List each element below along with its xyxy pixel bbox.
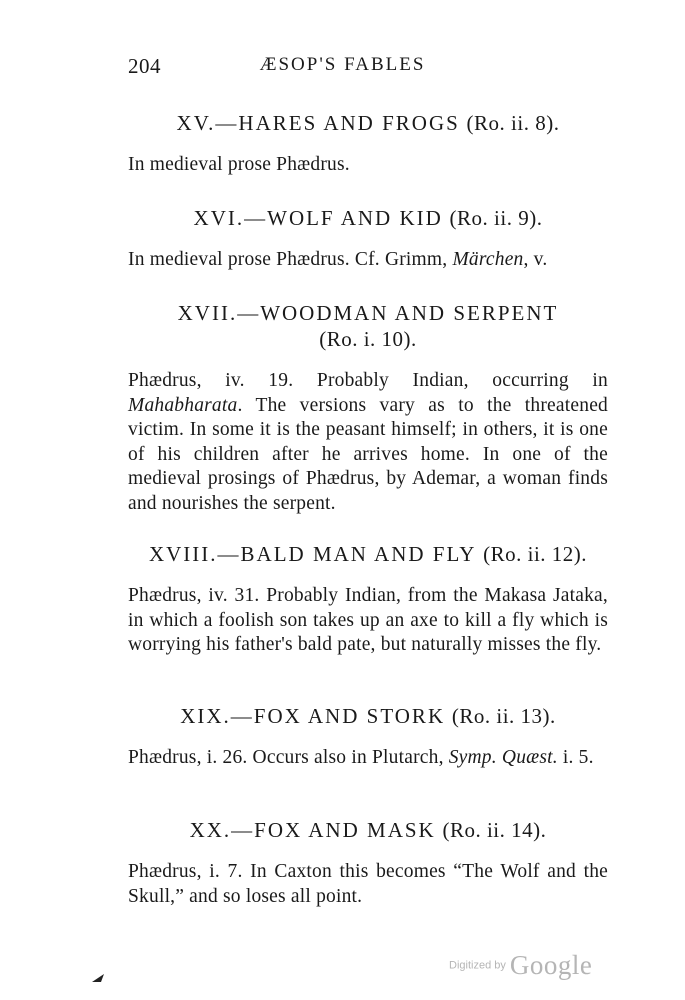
commentary-text: In medieval prose Phædrus. Cf. Grimm, xyxy=(128,249,453,270)
fable-section-xv xyxy=(128,110,608,178)
page-number: 204 xyxy=(128,54,161,78)
fable-reference: (Ro. ii. 12). xyxy=(483,542,588,566)
signature-mark-icon xyxy=(92,974,104,982)
fable-commentary xyxy=(128,248,608,273)
fable-title: XVII.—WOODMAN AND SERPENT xyxy=(177,301,559,325)
commentary-text: , v. xyxy=(523,249,548,270)
fable-heading xyxy=(128,205,608,231)
fable-heading xyxy=(128,703,608,729)
book-title: ÆSOP'S FABLES xyxy=(259,54,426,75)
fable-title: XVIII.—BALD MAN AND FLY xyxy=(148,542,477,566)
fable-commentary xyxy=(128,746,608,771)
fable-section-xvi xyxy=(128,205,608,273)
running-head xyxy=(128,54,557,84)
commentary-text: In medieval prose Phædrus. xyxy=(128,154,350,175)
fable-title: XIX.—FOX AND STORK xyxy=(180,704,446,728)
commentary-text: i. 5. xyxy=(557,747,594,768)
fable-section-xvii xyxy=(128,300,608,516)
fable-reference: (Ro. ii. 13). xyxy=(451,704,556,728)
fable-section-xx xyxy=(128,817,608,909)
fable-title: XX.—FOX AND MASK xyxy=(189,818,436,842)
fable-reference: (Ro. ii. 9). xyxy=(449,206,543,230)
fable-heading xyxy=(128,300,608,352)
commentary-text: . The versions vary as to the threatened victim. In some it is the peasant himself; in others, it is one of his children after he arrives home. In one of the medieval prosings of Phædrus, by Ademar, a woman finds and nourishes the serpent. xyxy=(128,394,608,514)
fable-commentary xyxy=(128,369,608,516)
fable-commentary xyxy=(128,584,608,658)
google-logo: Google xyxy=(509,950,593,980)
fable-reference: (Ro. i. 10). xyxy=(319,327,417,351)
fable-title: XVI.—WOLF AND KID xyxy=(193,206,443,230)
fable-commentary xyxy=(128,860,608,909)
fable-heading xyxy=(128,817,608,843)
commentary-italic-text: Symp. Quæst. xyxy=(448,747,558,768)
commentary-italic-text: Mahabharata xyxy=(128,394,238,416)
digitized-watermark xyxy=(449,950,592,984)
fable-reference: (Ro. ii. 8). xyxy=(466,111,560,135)
commentary-text: Phædrus, iv. 31. Probably Indian, from the Makasa Jataka, in which a foolish son takes up an axe to kill a fly which is worrying his father's bald pate, but naturally misses the fly. xyxy=(128,585,608,655)
commentary-text: Phædrus, iv. 19. Probably Indian, occurring in xyxy=(128,370,608,391)
fable-title: XV.—HARES AND FROGS xyxy=(176,111,460,135)
fable-commentary xyxy=(128,153,608,178)
fable-reference: (Ro. ii. 14). xyxy=(442,818,547,842)
commentary-italic-text: Märchen xyxy=(452,249,524,270)
fable-section-xix xyxy=(128,703,608,771)
commentary-text: Phædrus, i. 26. Occurs also in Plutarch, xyxy=(128,747,449,768)
fable-heading xyxy=(128,110,608,136)
fable-section-xviii xyxy=(128,541,608,658)
commentary-text: Phædrus, i. 7. In Caxton this becomes “The Wolf and the Skull,” and so loses all point. xyxy=(128,861,608,907)
digitized-label: Digitized by xyxy=(449,959,506,972)
fable-heading xyxy=(128,541,608,567)
